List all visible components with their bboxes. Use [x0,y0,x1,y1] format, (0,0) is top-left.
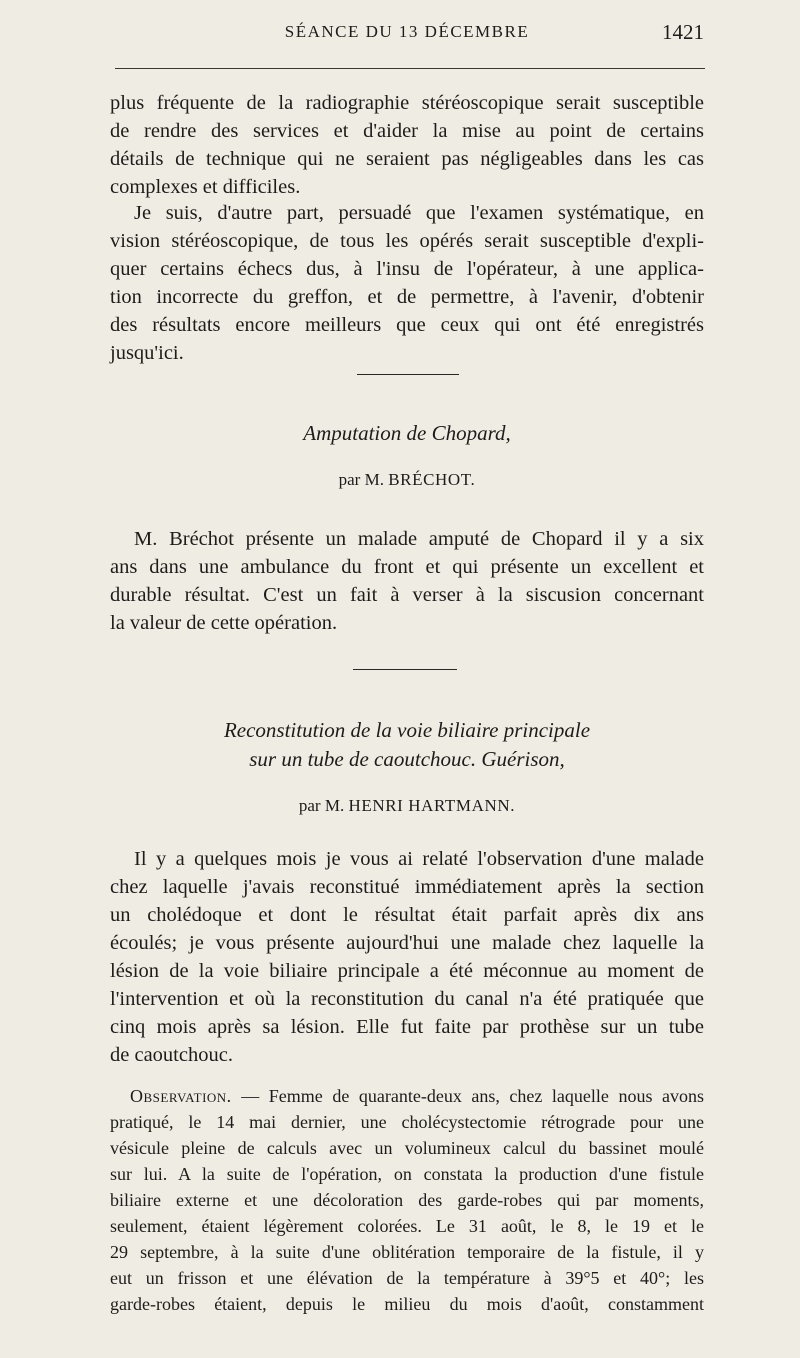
paragraph-examen-systematique [110,199,704,367]
text-line: ans dans une ambulance du front et qui présente un excellent et [110,556,704,578]
section-title-reconstitution-line1: Reconstitution de la voie biliaire principale [223,718,591,742]
section-title-chopard: Amputation de Chopard, [303,421,511,445]
section-byline-hartmann [110,796,704,816]
paragraph-hartmann [110,845,704,1069]
byline-prefix: par M. [298,796,345,815]
text-line: vision stéréoscopique, de tous les opérés serait susceptible d'expli- [110,230,704,252]
text-line: Je suis, d'autre part, persuadé que l'examen systématique, en [134,202,704,224]
byline-author: HENRI HARTMANN. [348,796,516,815]
text-line: tion incorrecte du greffon, et de permettre, à l'avenir, d'obtenir [110,286,704,308]
text-line: eut un frisson et une élévation de la température à 39°5 et 40°; les [110,1268,704,1288]
paragraph-radiographie [110,89,704,201]
text-line: complexes et difficiles. [110,176,301,198]
byline-prefix: par M. [338,470,384,489]
text-line [110,1083,704,1109]
running-header [110,22,704,52]
text-line: 29 septembre, à la suite d'une oblitération temporaire de la fistule, il y [110,1242,704,1262]
section-divider [357,374,459,375]
text-line: garde-robes étaient, depuis le milieu du mois d'août, constamment [110,1294,704,1314]
text-line: écoulés; je vous présente aujourd'hui une malade chez laquelle la [110,932,704,954]
text-line: jusqu'ici. [110,342,184,364]
running-header-title: SÉANCE DU 13 DÉCEMBRE [284,22,530,41]
section-divider [353,669,457,670]
text-line: sur lui. A la suite de l'opération, on constata la production d'une fistule [110,1164,704,1184]
text-line: détails de technique qui ne seraient pas négligeables dans les cas [110,148,704,170]
observation-block [110,1083,704,1317]
observation-lead: Observation. [130,1086,232,1106]
paragraph-brechot [110,525,704,637]
text-line: quer certains échecs dus, à l'insu de l'opérateur, à une applica- [110,258,704,280]
text-line: pratiqué, le 14 mai dernier, une cholécystectomie rétrograde pour une [110,1112,704,1132]
text-line: Il y a quelques mois je vous ai relaté l'observation d'une malade [134,848,704,870]
section-title-reconstitution-line2: sur un tube de caoutchouc. Guérison, [249,747,565,771]
byline-author: BRÉCHOT. [388,470,476,489]
text-line: biliaire externe et une décoloration des garde-robes qui par moments, [110,1190,704,1210]
text-line: des résultats encore meilleurs que ceux qui ont été enregistrés [110,314,704,336]
section-byline-brechot [110,470,704,490]
text-line: de rendre des services et d'aider la mise au point de certains [110,120,704,142]
text-line: l'intervention et où la reconstitution du canal n'a été pratiquée que [110,988,704,1010]
text-line: lésion de la voie biliaire principale a été méconnue au moment de [110,960,704,982]
text-line: un cholédoque et dont le résultat était parfait après dix ans [110,904,704,926]
page-number: 1421 [662,20,704,44]
text-line: cinq mois après sa lésion. Elle fut faite par prothèse sur un tube [110,1016,704,1038]
text-line: seulement, étaient légèrement colorées. Le 31 août, le 8, le 19 et le [110,1216,704,1236]
observation-line-rest: — Femme de quarante-deux ans, chez laquelle nous avons [231,1086,704,1106]
text-line: M. Bréchot présente un malade amputé de Chopard il y a six [134,528,704,550]
text-line: durable résultat. C'est un fait à verser à la siscusion concernant [110,584,704,606]
text-line: chez laquelle j'avais reconstitué immédiatement après la section [110,876,704,898]
text-line: de caoutchouc. [110,1044,233,1066]
text-line: vésicule pleine de calculs avec un volumineux calcul du bassinet moulé [110,1138,704,1158]
header-rule [115,68,705,69]
text-line: la valeur de cette opération. [110,612,338,634]
text-line: plus fréquente de la radiographie stéréoscopique serait susceptible [110,92,704,114]
